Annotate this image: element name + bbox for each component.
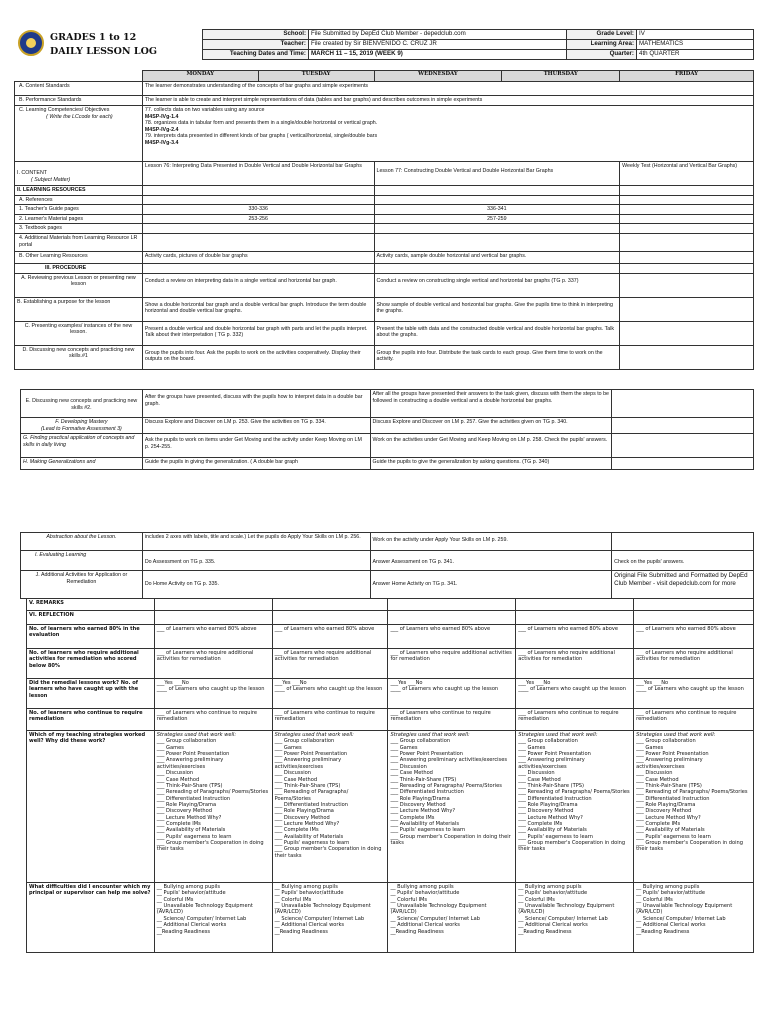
procedure-i-monday: Do Assessment on TG p. 335. [142,551,370,571]
procedure-j-monday: Do Home Activity on TG p. 335. [142,571,370,599]
difficulties-list: __ Bullying among pupils __ Pupils' behavior/attitude __ Colorful IMs __ Unavailable Technology Equipment (AVR/LCD) __ Science/ Computer/ Internet Lab __ Additional Clerical works __Reading Readiness [272,883,388,953]
answer-remediation-needed: ___ of Learners who require additional activities for remediation [634,649,754,679]
competencies-label-cell [15,106,143,162]
day-friday: FRIDAY [620,71,754,82]
lesson-log-table-continued [20,389,754,470]
tg-pages-wednesday: 336-341 [374,205,620,215]
competency-line: 79. interprets data presented in different kinds of bar graphs ( vertical/horizontal, single/double bars [144,133,378,140]
answer-continue-remediation: ___ of Learners who continue to require remediation [388,709,516,731]
procedure-i-friday: Check on the pupils' answers. [612,551,754,571]
lesson-log-table-page2 [20,532,754,599]
answer-remedial-worked: ___Yes ___No ____ of Learners who caught up the lesson [272,679,388,709]
content-sub: ( Subject Matter) [31,176,71,183]
dates-label: Teaching Dates and Time: [203,50,309,60]
answer-remediation-needed: ___ of Learners who require additional activities for remediation [388,649,516,679]
procedure-e-label: E. Discussing new concepts and practicing new skills #2. [21,390,143,418]
teacher-value: File created by Sir BIENVENIDO C. CRUZ JR [309,40,567,50]
answer-remedial-worked: ___Yes ___No ____ of Learners who caught up the lesson [388,679,516,709]
procedure-b-wednesday: Show sample of double vertical and horizontal bar graphs. Give the pupils time to think in interpreting the graphs. [374,297,620,321]
procedure-f-label-cell [21,418,143,434]
procedure-h2-monday: includes 2 axes with labels, title and scale.) Let the pupils do Apply Your Skills on LM p. 256. [142,533,370,551]
procedure-b-label: B. Establishing a purpose for the lesson [15,297,143,321]
day-wednesday: WEDNESDAY [374,71,502,82]
deped-seal-logo [18,30,44,56]
corner-cell [15,71,143,82]
difficulties-list: __ Bullying among pupils __ Pupils' behavior/attitude __ Colorful IMs __ Unavailable Technology Equipment (AVR/LCD) __ Science/ Computer/ Internet Lab __ Additional Clerical works __Reading Readiness [516,883,634,953]
question-continue-remediation: No. of learners who continue to require remediation [27,709,155,731]
day-monday: MONDAY [142,71,258,82]
other-resources-monday: Activity cards, pictures of double bar graphs [142,252,374,264]
procedure-e-monday: After the groups have presented, discuss with the pupils how to interpret data in a double bar graph. [142,390,370,418]
lm-pages-wednesday: 257-259 [374,214,620,224]
content-label-cell [15,162,143,186]
competency-code: M4SP-IVg-1.4 [144,113,179,120]
procedure-h-label: H. Making Generalizations and [21,458,143,470]
procedure-c-monday: Present a double vertical and double horizontal bar graph with parts and let the pupils interpret. Talk about their interpretation ( TG p. 332) [142,321,374,345]
answer-80-percent: ___ of Learners who earned 80% above [388,625,516,649]
procedure-g-label: G. Finding practical application of concepts and skills in daily living [21,434,143,458]
quarter-label: Quarter: [567,50,637,60]
content-standards-value: The learner demonstrates understanding of the concepts of bar graphs and simple experiments [142,82,753,96]
procedure-c-label: C. Presenting examples/ instances of the new lesson. [15,321,143,345]
strategies-list: Strategies used that work well: ___ Group collaboration ___ Games ___ Power Point Presentation ___ Answering preliminary activities/exercises ___ Discussion ___ Case Method ___ Think-Pair-Share (TPS) ___ Rereading of Paragraphs/ Poems/Stories ___ Differentiated Instruction ___ Role Playing/Drama ___ Discovery Method ___ Lecture Method Why? ___ Complete IMs ___ Availability of Materials ___ Pupils' eagerness to learn ___ Group member's Cooperation in doing their tasks [388,731,516,883]
strategies-list: Strategies used that work well: ___ Group collaboration ___ Games ___ Power Point Presentation ___ Answering preliminary activities/exercises ___ Discussion ___ Case Method ___ Think-Pair-Share (TPS) ___ Rereading of Paragraphs/ Poems/Stories ___ Differentiated Instruction ___ Role Playing/Drama ___ Discovery Method ___ Lecture Method Why? ___ Complete IMs ___ Availability of Materials ___ Pupils' eagerness to learn ___ Group member's Cooperation in doing their tasks [154,731,272,883]
answer-80-percent: ___ of Learners who earned 80% above [516,625,634,649]
procedure-i-label: I. Evaluating Learning [21,551,143,571]
answer-remediation-needed: ___ of Learners who require additional activities for remediation [272,649,388,679]
resources-label: II. LEARNING RESOURCES [15,186,143,196]
procedure-h2-label: Abstraction about the Lesson. [21,533,143,551]
procedure-j-wednesday: Answer Home Activity on TG p. 341. [370,571,612,599]
procedure-f-label: F. Developing Mastery [55,419,108,425]
procedure-f-sub: (Lead to Formative Assessment 3) [41,425,122,432]
strategies-list: Strategies used that work well: ___ Group collaboration ___ Games ___ Power Point Presentation ___ Answering preliminary activities/exercises ___ Discussion ___ Case Method ___ Think-Pair-Share (TPS) ___ Rereading of Paragraphs/ Poems/Stories ___ Differentiated Instruction ___ Role Playing/Drama ___ Discovery Method ___ Lecture Method Why? ___ Complete IMs ___ Availability of Materials ___ Pupils' eagerness to learn ___ Group member's Cooperation in doing their tasks [272,731,388,883]
reflection-table [26,598,754,953]
header-info-table [202,29,754,60]
procedure-f-wednesday: Discuss Explore and Discover on LM p. 257. Give the activities given on TG p. 340. [370,418,612,434]
grade-value: IV [637,30,754,40]
difficulties-list: __ Bullying among pupils __ Pupils' behavior/attitude __ Colorful IMs __ Unavailable Technology Equipment (AVR/LCD) __ Science/ Computer/ Internet Lab __ Additional Clerical works __Reading Readiness [154,883,272,953]
procedure-i-wednesday: Answer Assessment on TG p. 341. [370,551,612,571]
school-value: File Submitted by DepEd Club Member - depedclub.com [309,30,567,40]
other-resources-label: B. Other Learning Resources [15,252,143,264]
performance-standards-value: The learner is able to create and interpret simple representations of data (tables and bar graphs) and describes outcomes in simple experiments [142,96,753,106]
question-remedial-worked: Did the remedial lessons work? No. of learners who have caught up with the lesson [27,679,155,709]
competencies-label: C. Learning Competencies/ Objectives [19,107,110,113]
log-title-grades: GRADES 1 to 12 [50,32,137,43]
reflection-label: VI. REFLECTION [27,611,155,625]
dates-value: MARCH 11 – 15, 2019 (WEEK 9) [309,50,567,60]
additional-materials-label: 4. Additional Materials from Learning Resource LR portal [15,234,143,252]
procedure-e-wednesday: After all the groups have presented their answers to the task given, discuss with them the steps to be followed in constructing a double vertical and a double horizontal bar graphs. [370,390,612,418]
other-resources-wednesday: Activity cards, sample double horizontal and vertical bar graphs. [374,252,620,264]
answer-80-percent: ___ of Learners who earned 80% above [154,625,272,649]
procedure-d-label: D. Discussing new concepts and practicing new skills.#1 [15,345,143,369]
question-80-percent: No. of learners who earned 80% in the evaluation [27,625,155,649]
strategies-list: Strategies used that work well: ___ Group collaboration ___ Games ___ Power Point Presentation ___ Answering preliminary activities/exercises ___ Discussion ___ Case Method ___ Think-Pair-Share (TPS) ___ Rereading of Paragraphs/ Poems/Stories ___ Differentiated Instruction ___ Role Playing/Drama ___ Discovery Method ___ Lecture Method Why? ___ Complete IMs ___ Availability of Materials ___ Pupils' eagerness to learn ___ Group member's Cooperation in doing their tasks [516,731,634,883]
procedure-g-monday: Ask the pupils to work on items under Get Moving and the activity under Keep Moving on LM p. 254-255. [142,434,370,458]
answer-80-percent: ___ of Learners who earned 80% above [634,625,754,649]
content-label: I. CONTENT [17,170,48,176]
procedure-a-monday: Conduct a review on interpreting data in a single vertical and horizontal bar graph. [142,273,374,297]
answer-remedial-worked: ___Yes ___No ____ of Learners who caught up the lesson [154,679,272,709]
procedure-j-label: J. Additional Activities for Application or Remediation [21,571,143,599]
procedure-h-wednesday: Guide the pupils to give the generalization by asking questions. (TG p. 340) [370,458,612,470]
answer-remediation-needed: ___ of Learners who require additional activities for remediation [516,649,634,679]
area-value: MATHEMATICS [637,40,754,50]
difficulties-list: __ Bullying among pupils __ Pupils' behavior/attitude __ Colorful IMs __ Unavailable Technology Equipment (AVR/LCD) __ Science/ Computer/ Internet Lab __ Additional Clerical works __Reading Readiness [634,883,754,953]
competencies-note: ( Write the LCcode for each) [46,113,113,120]
textbook-pages-label: 3. Textbook pages [15,224,143,234]
question-strategies: Which of my teaching strategies worked well? Why did these work? [27,731,155,883]
log-title-daily: DAILY LESSON LOG [50,46,157,57]
strategies-list: Strategies used that work well: ___ Group collaboration ___ Games ___ Power Point Presentation ___ Answering preliminary activities/exercises ___ Discussion ___ Case Method ___ Think-Pair-Share (TPS) ___ Rereading of Paragraphs/ Poems/Stories ___ Differentiated Instruction ___ Role Playing/Drama ___ Discovery Method ___ Lecture Method Why? ___ Complete IMs ___ Availability of Materials ___ Pupils' eagerness to learn ___ Group member's Cooperation in doing their tasks [634,731,754,883]
answer-continue-remediation: ___ of Learners who continue to require remediation [272,709,388,731]
references-label: A. References [15,195,143,205]
lesson-log-table [14,70,754,370]
answer-remedial-worked: ___Yes ___No ____ of Learners who caught up the lesson [634,679,754,709]
procedure-c-wednesday: Present the table with data and the constructed double vertical and double horizontal bar graphs. Talk about the graphs. [374,321,620,345]
teacher-label: Teacher: [203,40,309,50]
content-monday: Lesson 76: Interpreting Data Presented in Double Vertical and Double Horizontal bar Graphs [142,162,374,186]
content-wednesday: Lesson 77: Constructing Double Vertical and Double Horizontal Bar Graphs [374,162,620,186]
day-tuesday: TUESDAY [258,71,374,82]
day-thursday: THURSDAY [502,71,620,82]
procedure-h-monday: Guide the pupils in giving the generalization. ( A double bar graph [142,458,370,470]
answer-continue-remediation: ___ of Learners who continue to require remediation [154,709,272,731]
competency-code: M4SP-IVg-2.4 [144,126,179,133]
procedure-a-wednesday: Conduct a review on constructing single vertical and horizontal bar graphs (TG p. 337) [374,273,620,297]
remarks-label: V. REMARKS [27,599,155,611]
lm-pages-monday: 253-256 [142,214,374,224]
answer-remediation-needed: ___ of Learners who require additional activities for remediation [154,649,272,679]
question-difficulties: What difficulties did I encounter which my principal or supervisor can help me solve? [27,883,155,953]
performance-standards-label: B. Performance Standards [15,96,143,106]
area-label: Learning Area: [567,40,637,50]
quarter-value: 4th QUARTER [637,50,754,60]
answer-continue-remediation: ___ of Learners who continue to require remediation [516,709,634,731]
difficulties-list: __ Bullying among pupils __ Pupils' behavior/attitude __ Colorful IMs __ Unavailable Technology Equipment (AVR/LCD) __ Science/ Computer/ Internet Lab __ Additional Clerical works __Reading Readiness [388,883,516,953]
competency-code: M4SP-IVg-3.4 [144,140,179,147]
procedure-h2-wednesday: Work on the activity under Apply Your Skills on LM p. 259. [370,533,612,551]
procedure-d-monday: Group the pupils into four. Ask the pupils to work on the activities cooperatively. Display their outputs on the board. [142,345,374,369]
competencies-value-cell [142,106,753,162]
competency-line: 77. collects data on two variables using any source [144,107,265,113]
procedure-g-wednesday: Work on the activities under Get Moving and Keep Moving on LM p. 258. Check the pupils' answers. [370,434,612,458]
lm-pages-label: 2. Learner's Material pages [15,214,143,224]
content-standards-label: A. Content Standards [15,82,143,96]
answer-continue-remediation: ___ of Learners who continue to require remediation [634,709,754,731]
school-label: School: [203,30,309,40]
procedure-a-label: A. Reviewing previous Lesson or presenting new lesson [15,273,143,297]
tg-pages-monday: 330-336 [142,205,374,215]
content-friday: Weekly Test (Horizontal and Vertical Bar Graphs) [620,162,754,186]
procedure-d-wednesday: Group the pupils into four. Distribute the task cards to each group. Give them time to work on the activity. [374,345,620,369]
procedure-f-monday: Discuss Explore and Discover on LM p. 253. Give the activities on TG p. 334. [142,418,370,434]
procedure-j-friday: Original File Submitted and Formatted by DepEd Club Member - visit depedclub.com for more [612,571,754,599]
answer-remedial-worked: ___Yes ___No ____ of Learners who caught up the lesson [516,679,634,709]
tg-pages-label: 1. Teacher's Guide pages [15,205,143,215]
competency-line: 78. organizes data in tabular form and presents them in a single/double horizontal or vertical graph. [144,120,378,127]
question-remediation-needed: No. of learners who require additional activities for remediation who scored below 80% [27,649,155,679]
procedure-label: III. PROCEDURE [15,264,143,274]
grade-label: Grade Level: [567,30,637,40]
procedure-b-monday: Show a double horizontal bar graph and a double vertical bar graph. Introduce the term double horizontal and double vertical bar graphs. [142,297,374,321]
answer-80-percent: ___ of Learners who earned 80% above [272,625,388,649]
